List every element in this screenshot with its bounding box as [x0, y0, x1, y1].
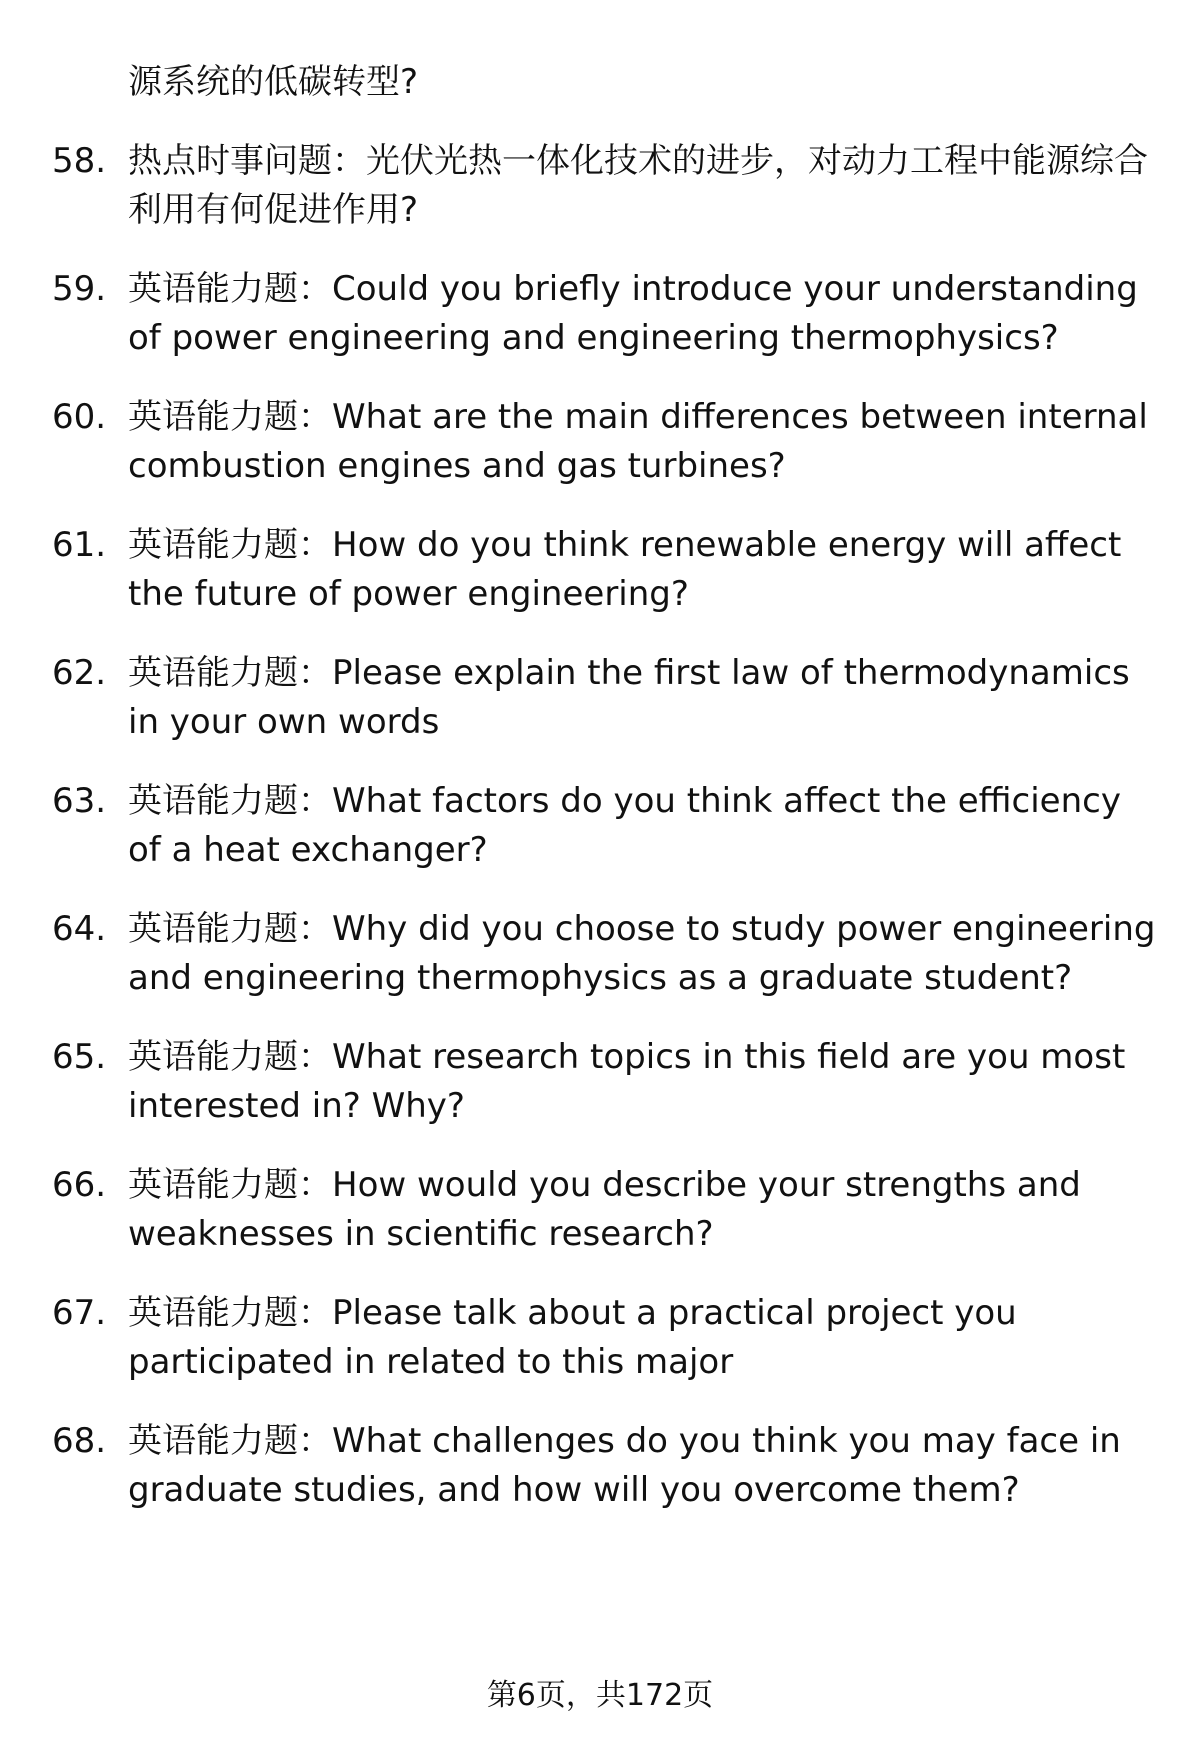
question-item	[52, 649, 1162, 747]
question-number: 60.	[52, 397, 107, 437]
question-text: 英语能力题：Could you briefly introduce your understanding of power engineering and engineering thermophysics?	[128, 269, 1138, 358]
question-text: 英语能力题：What are the main differences between internal combustion engines and gas turbines?	[128, 397, 1148, 486]
question-item	[52, 521, 1162, 619]
question-number: 59.	[52, 269, 107, 309]
question-number: 62.	[52, 653, 107, 693]
question-item	[52, 905, 1162, 1003]
question-text: 英语能力题：How would you describe your strengths and weaknesses in scientific research?	[128, 1165, 1081, 1254]
question-text: 英语能力题：What challenges do you think you may face in graduate studies, and how will you overcome them?	[128, 1421, 1121, 1510]
question-text: 英语能力题：Please explain the first law of thermodynamics in your own words	[128, 653, 1130, 742]
question-number: 68.	[52, 1421, 107, 1461]
question-text: 英语能力题：What research topics in this field are you most interested in? Why?	[128, 1037, 1126, 1126]
question-item	[52, 1417, 1162, 1515]
question-number: 64.	[52, 909, 107, 949]
question-list	[52, 58, 1162, 1515]
question-text: 英语能力题：Please talk about a practical project you participated in related to this major	[128, 1293, 1017, 1382]
question-item	[52, 1289, 1162, 1387]
continuation-line: 源系统的低碳转型?	[128, 62, 419, 102]
question-text: 英语能力题：How do you think renewable energy will affect the future of power engineering?	[128, 525, 1122, 614]
question-item	[52, 265, 1162, 363]
question-number: 67.	[52, 1293, 107, 1333]
question-number: 61.	[52, 525, 107, 565]
question-number: 63.	[52, 781, 107, 821]
question-item	[52, 777, 1162, 875]
question-text: 英语能力题：Why did you choose to study power engineering and engineering thermophysics as a graduate student?	[128, 909, 1156, 998]
question-item	[52, 137, 1162, 235]
question-item	[52, 393, 1162, 491]
question-number: 58.	[52, 141, 107, 181]
page-footer: 第6页，共172页	[486, 1678, 714, 1713]
question-text: 热点时事问题：光伏光热一体化技术的进步，对动力工程中能源综合利用有何促进作用?	[128, 141, 1148, 230]
question-item	[52, 1033, 1162, 1131]
question-number: 65.	[52, 1037, 107, 1077]
question-text: 英语能力题：What factors do you think affect the efficiency of a heat exchanger?	[128, 781, 1121, 870]
question-item	[52, 1161, 1162, 1259]
question-number: 66.	[52, 1165, 107, 1205]
